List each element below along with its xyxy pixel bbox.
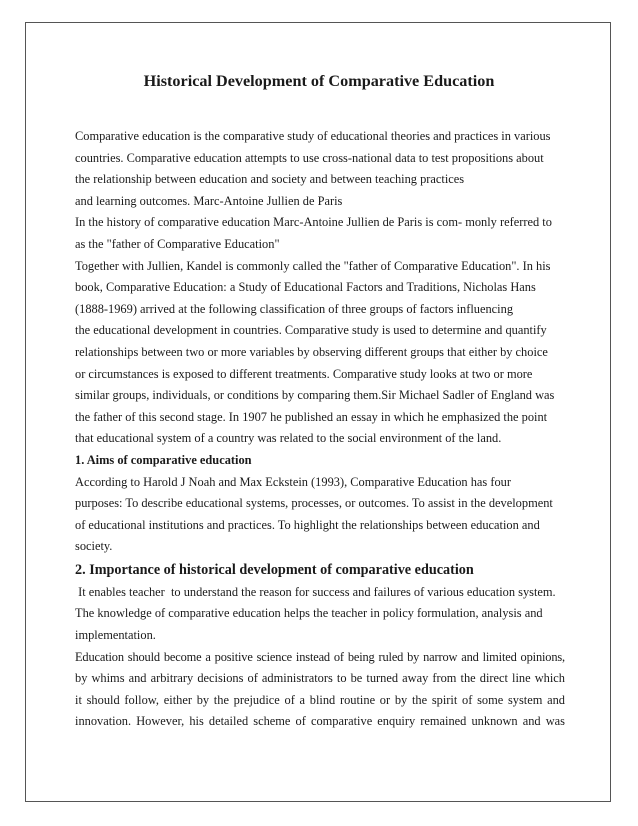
text-line: it should follow, either by the prejudice of a blind routine or by the spirit of some system and xyxy=(75,692,565,707)
text-line: and learning outcomes. Marc-Antoine Jullien de Paris xyxy=(75,193,343,208)
text-line: Comparative education is the comparative study of educational theories and practices in various xyxy=(75,129,551,143)
text-line: similar groups, individuals, or conditions by comparing them.Sir Michael Sadler of England was xyxy=(75,388,555,403)
text-line: implementation. xyxy=(75,628,156,643)
text-line: or circumstances is exposed to different treatments. Comparative study looks at two or more xyxy=(75,366,533,381)
section-heading: 1. Aims of comparative education xyxy=(75,452,252,467)
page-title: Historical Development of Comparative Education xyxy=(143,72,495,90)
text-line: In the history of comparative education Marc-Antoine Jullien de Paris is com- monly referred to xyxy=(75,215,552,230)
text-line: the father of this second stage. In 1907 he published an essay in which he emphasized the point xyxy=(75,409,548,424)
text-line: Education should become a positive science instead of being ruled by narrow and limited opinions, xyxy=(75,649,565,664)
text-line: The knowledge of comparative education helps the teacher in policy formulation, analysis and xyxy=(75,606,543,621)
text-line: of educational institutions and practices. To highlight the relationships between education and xyxy=(75,517,540,532)
section-heading: 2. Importance of historical development of comparative education xyxy=(75,561,474,578)
text-line: It enables teacher to understand the reason for success and failures of various education system. xyxy=(75,584,556,599)
text-line: purposes: To describe educational systems, processes, or outcomes. To assist in the development xyxy=(75,496,553,511)
intro-paragraph xyxy=(75,126,565,450)
text-line: book, Comparative Education: a Study of Educational Factors and Traditions, Nicholas Hans xyxy=(75,280,536,295)
document-body xyxy=(75,126,565,733)
text-line: Together with Jullien, Kandel is commonly called the "father of Comparative Education". In his xyxy=(75,258,551,273)
text-line: by whims and arbitrary decisions of administrators to be turned away from the direct line which xyxy=(75,671,565,686)
text-line: According to Harold J Noah and Max Eckstein (1993), Comparative Education has four xyxy=(75,474,511,489)
text-line: the relationship between education and society and between teaching practices xyxy=(75,172,465,187)
text-line: relationships between two or more variables by observing different groups that either by choice xyxy=(75,344,548,359)
text-line: (1888-1969) arrived at the following classification of three groups of factors influencing xyxy=(75,301,514,316)
text-line: innovation. However, his detailed scheme of comparative enquiry remained unknown and was xyxy=(75,714,565,729)
text-line: countries. Comparative education attempts to use cross-national data to test propositions about xyxy=(75,150,544,165)
section-aims xyxy=(75,450,565,558)
text-line: the educational development in countries. Comparative study is used to determine and quantify xyxy=(75,323,547,338)
text-line: society. xyxy=(75,539,113,554)
text-line: that educational system of a country was related to the social environment of the land. xyxy=(75,431,502,446)
text-line: as the "father of Comparative Education" xyxy=(75,236,280,251)
section-importance xyxy=(75,558,565,733)
